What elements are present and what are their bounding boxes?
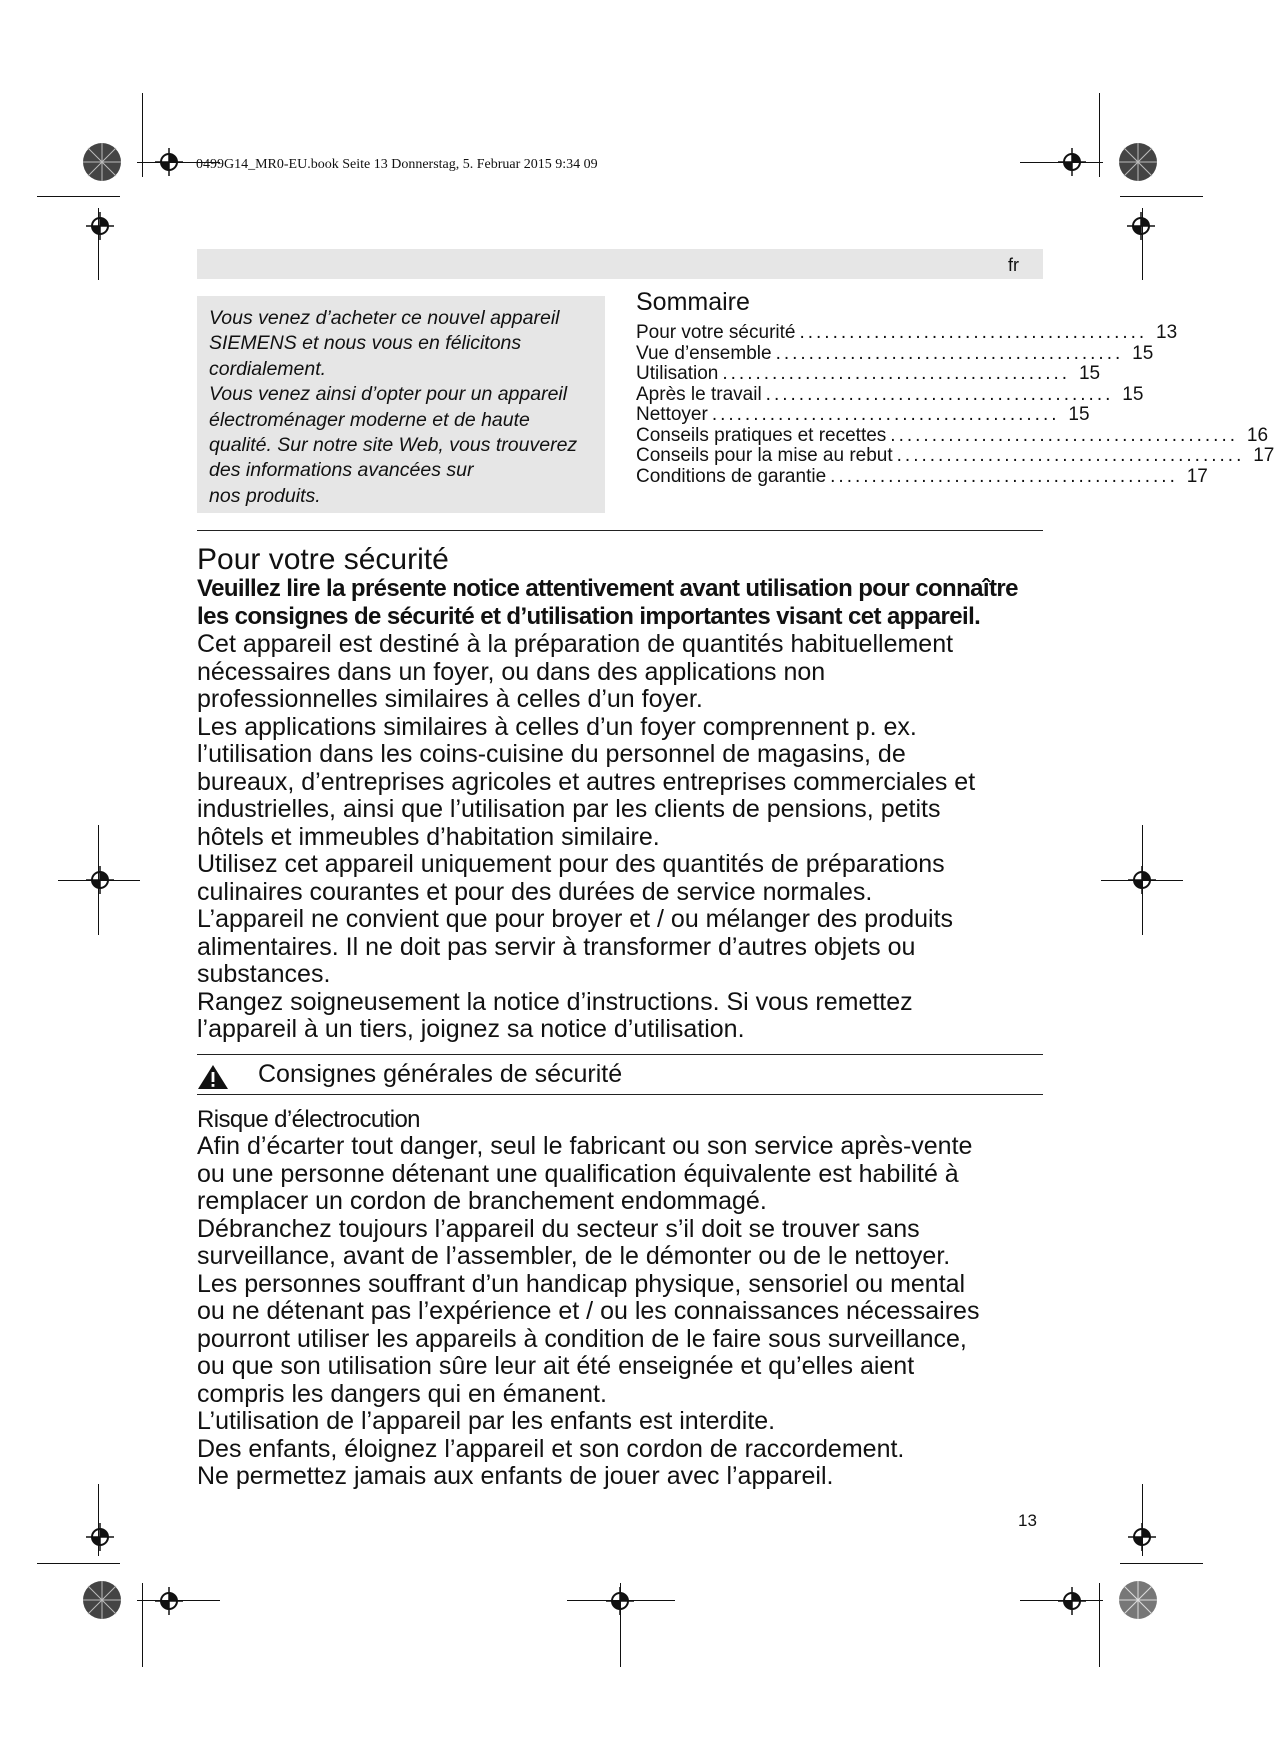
warning-triangle-icon: [197, 1064, 229, 1090]
toc-entry-page: 15: [1132, 342, 1154, 364]
text-line: Rangez soigneusement la notice d’instructions. Si vous remettez: [197, 987, 913, 1016]
registration-mark-icon: [1058, 1587, 1086, 1615]
section-divider: [197, 1054, 1043, 1055]
intro-line: Vous venez d’acheter ce nouvel appareil: [209, 307, 560, 329]
safety-body: [197, 631, 1077, 1044]
intro-line: qualité. Sur notre site Web, vous trouverez: [209, 434, 578, 457]
text-line: Cet appareil est destiné à la préparation de quantités habituellement: [197, 630, 954, 658]
text-line: alimentaires. Il ne doit pas servir à transformer d’autres objets ou: [197, 932, 916, 961]
registration-mark-icon: [155, 148, 183, 176]
toc-entry-page: 13: [1156, 322, 1178, 343]
toc-leader: ..........................................: [775, 342, 1124, 364]
toc-entry[interactable]: [636, 404, 1090, 426]
text-line: pourront utiliser les appareils à condition de le faire sous surveillance,: [197, 1324, 967, 1353]
toc-entry[interactable]: [636, 424, 1269, 447]
text-line: l’appareil à un tiers, joignez sa notice d’utilisation.: [197, 1015, 745, 1043]
toc-leader: ..........................................: [711, 404, 1060, 425]
text-line: Les applications similaires à celles d’un foyer comprennent p. ex.: [197, 712, 917, 741]
toc-leader: ..........................................: [722, 363, 1071, 384]
text-line: ou une personne détenant une qualification équivalente est habilité à: [197, 1159, 959, 1188]
general-safety-title: Consignes générales de sécurité: [258, 1060, 623, 1088]
registration-mark-icon: [1128, 1523, 1156, 1551]
text-line: les consignes de sécurité et d’utilisation importantes visant cet appareil.: [197, 602, 981, 630]
general-safety-heading: [197, 1060, 1043, 1094]
safety-bold-intro: [197, 575, 1057, 630]
toc-leader: ..........................................: [799, 322, 1148, 343]
page-number: 13: [1018, 1511, 1037, 1530]
text-line: Veuillez lire la présente notice attentivement avant utilisation pour connaître: [197, 575, 1018, 602]
section-divider: [197, 1094, 1043, 1095]
toc-entry-label: Utilisation: [636, 363, 719, 384]
intro-line: des informations avancées sur: [209, 459, 474, 482]
table-of-contents: [636, 322, 1274, 487]
toc-leader: ..........................................: [896, 445, 1245, 466]
toc-entry-page: 17: [1253, 445, 1274, 466]
intro-line: SIEMENS et nous vous en félicitons: [209, 332, 522, 355]
toc-entry-label: Conseils pratiques et recettes: [636, 424, 887, 446]
registration-mark-icon: [1128, 866, 1156, 894]
toc-entry-label: Conditions de garantie: [636, 465, 827, 487]
color-target-icon: [1118, 1580, 1158, 1620]
text-line: ou que son utilisation sûre leur ait été enseignée et qu’elles aient: [197, 1352, 915, 1380]
text-line: nécessaires dans un foyer, ou dans des applications non: [197, 657, 826, 686]
toc-entry[interactable]: [636, 383, 1144, 406]
toc-entry-label: Conseils pour la mise au rebut: [636, 445, 893, 466]
text-line: surveillance, avant de l’assembler, de le démonter ou de le nettoyer.: [197, 1242, 951, 1270]
text-line: remplacer un cordon de branchement endommagé.: [197, 1187, 767, 1215]
color-target-icon: [82, 1580, 122, 1620]
toc-entry[interactable]: [636, 342, 1154, 365]
text-line: industrielles, ainsi que l’utilisation par les clients de pensions, petits: [197, 795, 941, 823]
toc-entry-page: 15: [1078, 363, 1101, 384]
text-line: Utilisez cet appareil uniquement pour des quantités de préparations: [197, 850, 945, 878]
toc-entry-label: Nettoyer: [636, 404, 708, 425]
text-line: ou ne détenant pas l’expérience et / ou les connaissances nécessaires: [197, 1297, 980, 1325]
subsection-title: Risque d’électrocution: [197, 1106, 420, 1133]
toc-title: Sommaire: [636, 288, 750, 316]
registration-mark-icon: [86, 212, 114, 240]
registration-mark-icon: [1058, 148, 1086, 176]
toc-entry-label: Après le travail: [636, 383, 762, 405]
intro-line: électroménager moderne et de haute: [209, 408, 530, 431]
text-line: L’utilisation de l’appareil par les enfants est interdite.: [197, 1407, 776, 1435]
toc-leader: ..........................................: [830, 465, 1178, 487]
text-line: Des enfants, éloignez l’appareil et son cordon de raccordement.: [197, 1434, 905, 1463]
section-divider: [197, 530, 1043, 531]
text-line: bureaux, d’entreprises agricoles et autres entreprises commerciales et: [197, 767, 976, 796]
intro-line: nos produits.: [209, 484, 321, 507]
text-line: hôtels et immeubles d’habitation similaire.: [197, 822, 660, 851]
toc-leader: ..........................................: [765, 383, 1114, 405]
print-file-info: 0499G14_MR0-EU.book Seite 13 Donnerstag, 5. Februar 2015 9:34 09: [196, 157, 598, 172]
toc-leader: ..........................................: [890, 424, 1239, 446]
text-line: Débranchez toujours l’appareil du secteur s’il doit se trouver sans: [197, 1214, 920, 1243]
text-line: Les personnes souffrant d’un handicap physique, sensoriel ou mental: [197, 1269, 966, 1298]
toc-entry[interactable]: [636, 465, 1208, 488]
text-line: L’appareil ne convient que pour broyer et / ou mélanger des produits: [197, 905, 954, 933]
toc-entry-page: 16: [1246, 424, 1269, 446]
intro-box: [197, 296, 605, 513]
text-line: substances.: [197, 960, 331, 988]
text-line: l’utilisation dans les coins-cuisine du personnel de magasins, de: [197, 740, 906, 768]
text-line: culinaires courantes et pour des durées de service normales.: [197, 877, 873, 906]
color-target-icon: [1118, 142, 1158, 182]
registration-mark-icon: [155, 1587, 183, 1615]
toc-entry[interactable]: [636, 445, 1274, 467]
text-line: Afin d’écarter tout danger, seul le fabricant ou son service après-vente: [197, 1132, 973, 1160]
toc-entry-page: 15: [1068, 404, 1090, 425]
registration-mark-icon: [86, 866, 114, 894]
registration-mark-icon: [1127, 212, 1155, 240]
registration-mark-icon: [86, 1523, 114, 1551]
general-safety-body: [197, 1133, 1077, 1491]
text-line: professionnelles similaires à celles d’un foyer.: [197, 685, 703, 713]
color-target-icon: [82, 142, 122, 182]
language-bar: [197, 249, 1043, 279]
toc-entry-label: Vue d’ensemble: [636, 342, 772, 364]
toc-entry[interactable]: [636, 322, 1178, 344]
intro-line: Vous venez ainsi d’opter pour un appareil: [209, 383, 568, 406]
toc-entry-page: 17: [1186, 465, 1208, 487]
language-label: fr: [1008, 255, 1019, 275]
registration-mark-icon: [606, 1587, 634, 1615]
toc-entry[interactable]: [636, 363, 1101, 385]
section-title: Pour votre sécurité: [197, 543, 449, 576]
intro-line: cordialement.: [209, 357, 327, 380]
text-line: compris les dangers qui en émanent.: [197, 1379, 607, 1408]
toc-entry-label: Pour votre sécurité: [636, 322, 796, 343]
text-line: Ne permettez jamais aux enfants de jouer avec l’appareil.: [197, 1462, 834, 1490]
toc-entry-page: 15: [1122, 383, 1144, 405]
